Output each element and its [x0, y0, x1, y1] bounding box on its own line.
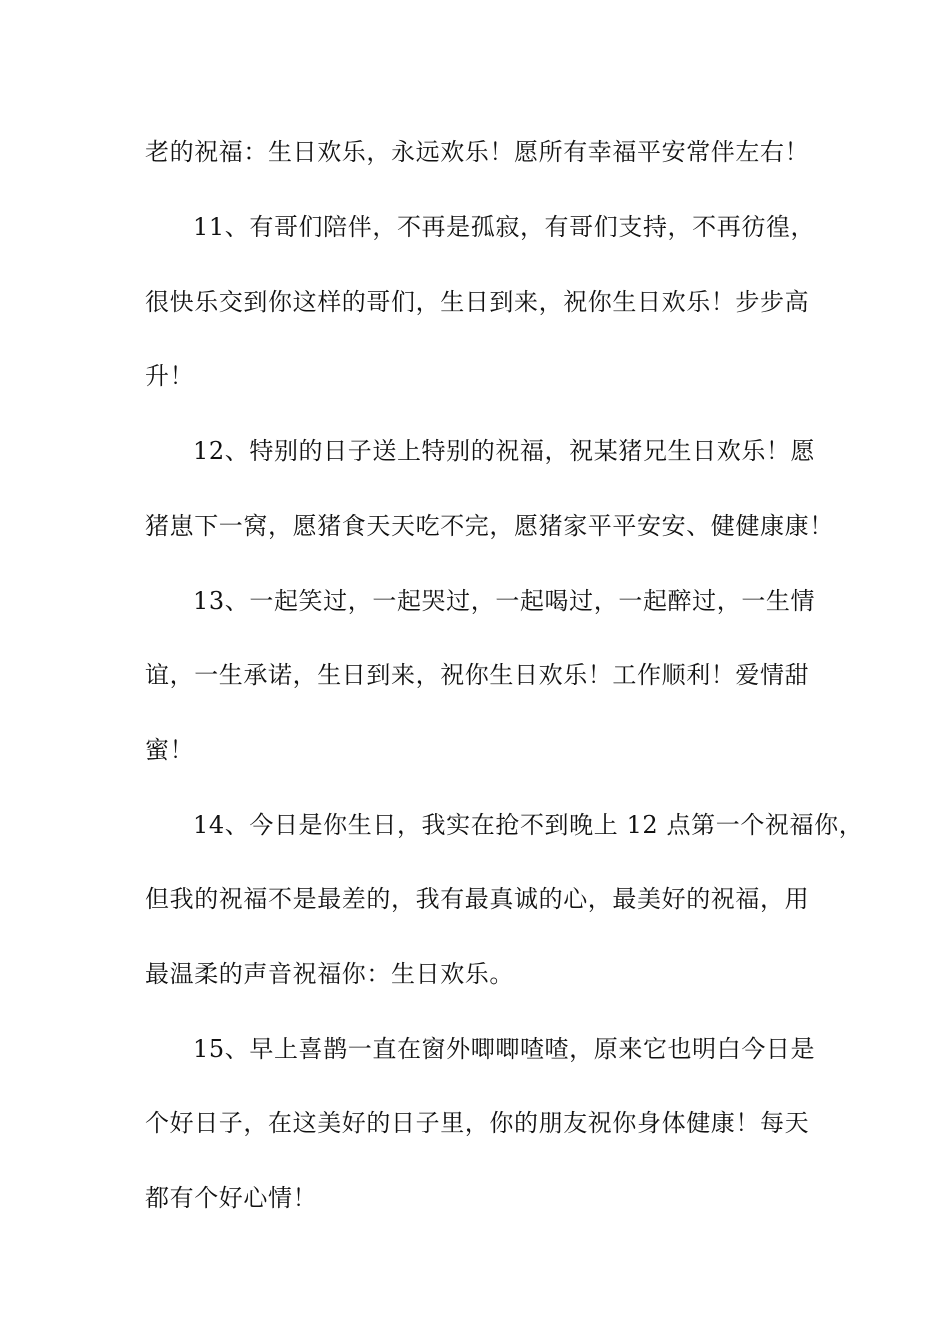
text-line: 但我的祝福不是最差的，我有最真诚的心，最美好的祝福，用 [145, 885, 810, 913]
text-line: 谊，一生承诺，生日到来，祝你生日欢乐！工作顺利！爱情甜 [145, 661, 810, 689]
text-line: 升！ [145, 362, 195, 390]
text-line: 很快乐交到你这样的哥们，生日到来，祝你生日欢乐！步步高 [145, 288, 810, 316]
text-line: 都有个好心情！ [145, 1184, 318, 1212]
text-line: 蜜！ [145, 736, 195, 764]
text-line: 猪崽下一窝，愿猪食天天吃不完，愿猪家平平安安、健健康康！ [145, 512, 834, 540]
paragraph-13-line-1: 13、一起笑过，一起哭过，一起喝过，一起醉过，一生情 [193, 587, 816, 615]
paragraph-12-line-1: 12、特别的日子送上特别的祝福，祝某猪兄生日欢乐！愿 [193, 437, 816, 465]
text-line: 个好日子，在这美好的日子里，你的朋友祝你身体健康！每天 [145, 1109, 810, 1137]
paragraph-14-line-1: 14、今日是你生日，我实在抢不到晚上 12 点第一个祝福你， [193, 811, 864, 839]
text-line: 最温柔的声音祝福你：生日欢乐。 [145, 960, 514, 988]
paragraph-15-line-1: 15、早上喜鹊一直在窗外唧唧喳喳，原来它也明白今日是 [193, 1035, 816, 1063]
text-line: 老的祝福：生日欢乐，永远欢乐！愿所有幸福平安常伴左右！ [145, 138, 810, 166]
paragraph-11-line-1: 11、有哥们陪伴，不再是孤寂，有哥们支持，不再彷徨， [193, 213, 816, 241]
